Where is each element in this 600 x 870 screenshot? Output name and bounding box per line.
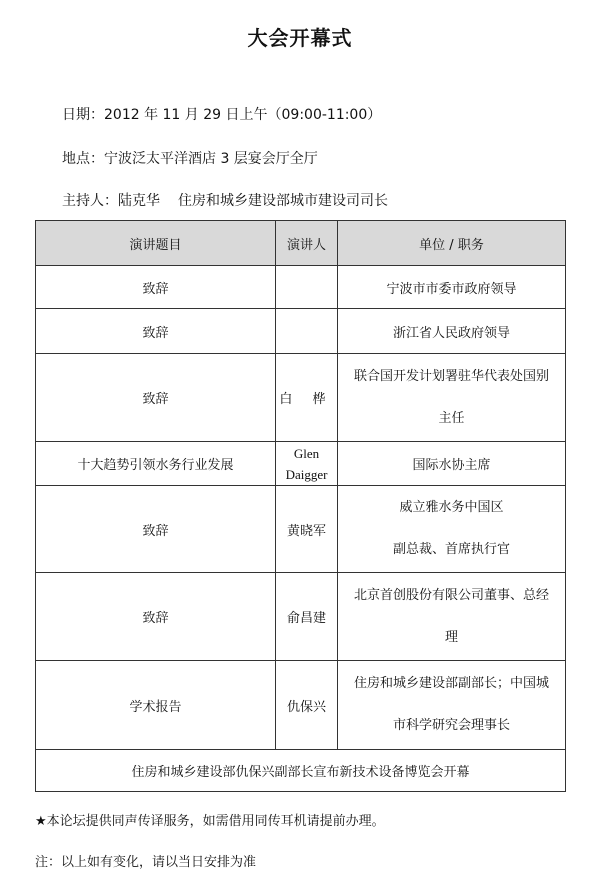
org-line: 北京首创股份有限公司董事、总经 bbox=[353, 587, 549, 603]
page-title: 大会开幕式 bbox=[247, 26, 353, 50]
org-line: 副总裁、首席执行官 bbox=[392, 542, 510, 557]
table-row bbox=[36, 442, 566, 486]
cell-organization: 国际水协主席 bbox=[338, 442, 566, 486]
event-host bbox=[62, 190, 388, 210]
cell-organization: 宁波市市委市政府领导 bbox=[338, 266, 566, 309]
cell-organization bbox=[338, 661, 566, 750]
cell-speaker: 白 桦 bbox=[276, 354, 338, 442]
cell-organization bbox=[338, 354, 566, 442]
cell-topic: 致辞 bbox=[36, 309, 276, 354]
host-title: 住房和城乡建设部城市建设司司长 bbox=[178, 193, 388, 209]
speaker-line: Daigger bbox=[285, 466, 328, 482]
org-line: 理 bbox=[444, 629, 458, 645]
cell-topic: 十大趋势引领水务行业发展 bbox=[36, 442, 276, 486]
table-row bbox=[36, 266, 566, 309]
header-topic: 演讲题目 bbox=[36, 221, 276, 266]
cell-topic: 致辞 bbox=[36, 573, 276, 661]
header-organization: 单位 / 职务 bbox=[338, 221, 566, 266]
host-name: 主持人：陆克华 bbox=[62, 193, 160, 209]
speaker-line: Glen bbox=[293, 445, 320, 461]
table-row bbox=[36, 573, 566, 661]
table-row bbox=[36, 486, 566, 573]
cell-speaker: 黄晓军 bbox=[276, 486, 338, 573]
org-line: 威立雅水务中国区 bbox=[399, 500, 504, 515]
org-line: 联合国开发计划署驻华代表处国别 bbox=[353, 368, 549, 384]
agenda-table bbox=[35, 220, 566, 792]
org-line: 住房和城乡建设部副部长；中国城 bbox=[353, 676, 549, 691]
org-line: 市科学研究会理事长 bbox=[392, 718, 510, 733]
cell-speaker bbox=[276, 442, 338, 486]
cell-speaker bbox=[276, 309, 338, 354]
table-row bbox=[36, 661, 566, 750]
cell-organization: 浙江省人民政府领导 bbox=[338, 309, 566, 354]
table-row bbox=[36, 354, 566, 442]
cell-topic: 致辞 bbox=[36, 486, 276, 573]
table-row bbox=[36, 309, 566, 354]
interpretation-note: ★本论坛提供同声传译服务，如需借用同传耳机请提前办理。 bbox=[35, 814, 385, 829]
opening-announcement: 住房和城乡建设部仇保兴副部长宣布新技术设备博览会开幕 bbox=[36, 750, 566, 792]
cell-organization bbox=[338, 486, 566, 573]
cell-topic: 致辞 bbox=[36, 354, 276, 442]
cell-speaker: 俞昌建 bbox=[276, 573, 338, 661]
table-footer-row bbox=[36, 750, 566, 792]
cell-speaker bbox=[276, 266, 338, 309]
table-header-row bbox=[36, 221, 566, 266]
cell-organization bbox=[338, 573, 566, 661]
cell-topic: 学术报告 bbox=[36, 661, 276, 750]
event-date: 日期：2012 年 11 月 29 日上午（09:00-11:00） bbox=[62, 107, 382, 123]
cell-topic: 致辞 bbox=[36, 266, 276, 309]
event-location: 地点：宁波泛太平洋酒店 3 层宴会厅全厅 bbox=[62, 151, 318, 167]
cell-speaker: 仇保兴 bbox=[276, 661, 338, 750]
change-note: 注：以上如有变化，请以当日安排为准 bbox=[35, 855, 257, 870]
header-speaker: 演讲人 bbox=[276, 221, 338, 266]
org-line: 主任 bbox=[438, 410, 465, 426]
